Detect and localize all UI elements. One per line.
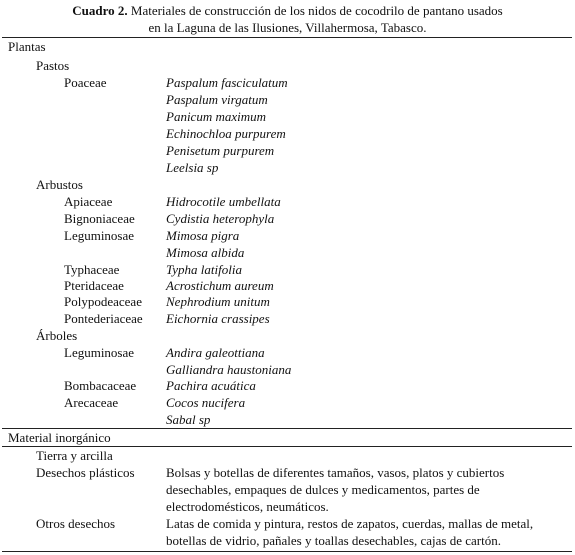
group-label: Arbustos <box>36 177 83 192</box>
item-label: Desechos plásticos <box>36 465 135 480</box>
bottom-rule <box>2 551 572 552</box>
species-cell: Paspalum fasciculatum <box>166 75 288 90</box>
species-cell: Sabal sp <box>166 412 211 427</box>
species-cell: Panicum maximum <box>166 109 267 124</box>
species-cell: Eichornia crassipes <box>166 311 270 326</box>
species-cell: Cocos nucifera <box>166 395 246 410</box>
item-description: botellas de vidrio, pañales y toallas desechables, cajas de cartón. <box>166 533 501 548</box>
species-cell: Nephrodium unitum <box>166 294 270 309</box>
item-description: Latas de comida y pintura, restos de zapatos, cuerdas, mallas de metal, <box>166 516 534 531</box>
species-cell: Penisetum purpurem <box>166 143 275 158</box>
species-cell: Galliandra haustoniana <box>166 362 292 377</box>
family-cell: Bignoniaceae <box>64 211 135 226</box>
species-cell: Pachira acuática <box>166 378 256 393</box>
item-description: desechables, empaques de dulces y medicamentos, partes de <box>166 482 480 497</box>
family-cell: Leguminosae <box>64 228 135 243</box>
species-cell: Paspalum virgatum <box>166 92 268 107</box>
family-cell: Pontederiaceae <box>64 311 143 326</box>
item-description: Bolsas y botellas de diferentes tamaños, vasos, platos y cubiertos <box>166 465 505 480</box>
caption-title: Materiales de construcción de los nidos de cocodrilo de pantano usados <box>130 3 503 18</box>
section-label: Material inorgánico <box>8 430 111 445</box>
section-label: Plantas <box>8 39 46 54</box>
species-cell: Andira galeottiana <box>166 345 265 360</box>
caption-label: Cuadro 2. <box>72 3 128 18</box>
species-cell: Acrostichum aureum <box>166 278 274 293</box>
family-cell: Apiaceae <box>64 194 113 209</box>
top-rule <box>2 37 572 38</box>
caption-line-2: en la Laguna de las Ilusiones, Villahermosa, Tabasco. <box>148 20 427 35</box>
species-cell: Cydistia heterophyla <box>166 211 275 226</box>
family-cell: Bombacaceae <box>64 378 137 393</box>
species-cell: Leelsia sp <box>166 160 219 175</box>
family-cell: Typhaceae <box>64 262 120 277</box>
species-cell: Mimosa albida <box>166 245 245 260</box>
family-cell: Polypodeaceae <box>64 294 142 309</box>
item-label: Tierra y arcilla <box>36 448 113 463</box>
table-caption <box>0 2 575 36</box>
family-cell: Leguminosae <box>64 345 135 360</box>
species-cell: Echinochloa purpurem <box>166 126 286 141</box>
species-cell: Hidrocotile umbellata <box>166 194 281 209</box>
family-cell: Poaceae <box>64 75 107 90</box>
item-label: Otros desechos <box>36 516 116 531</box>
group-label: Pastos <box>36 58 70 73</box>
family-cell: Pteridaceae <box>64 278 124 293</box>
group-label: Árboles <box>36 328 78 343</box>
species-cell: Typha latifolia <box>166 262 242 277</box>
family-cell: Arecaceae <box>64 395 119 410</box>
caption-line-1 <box>0 2 575 19</box>
item-description: electrodomésticos, neumáticos. <box>166 499 329 514</box>
species-cell: Mimosa pigra <box>166 228 240 243</box>
